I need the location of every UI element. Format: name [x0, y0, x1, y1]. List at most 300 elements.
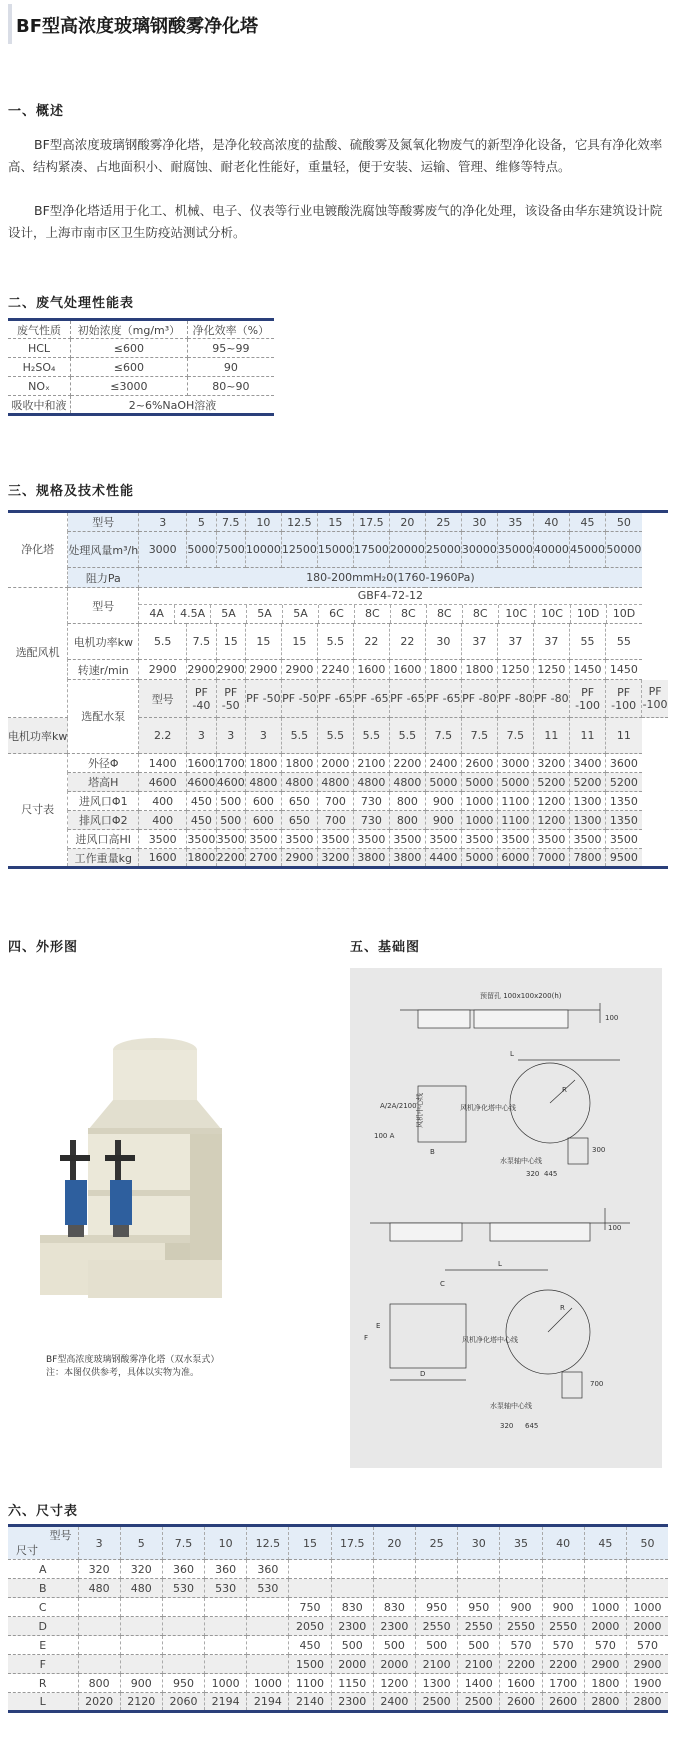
table-cell: 1100 — [497, 792, 533, 811]
fan-series: GBF4-72-12 — [139, 588, 641, 605]
table-cell: 2600 — [500, 1693, 542, 1712]
table-cell: 2200 — [389, 754, 425, 773]
table-cell: 900 — [425, 811, 461, 830]
table-cell: 2550 — [500, 1617, 542, 1636]
table-row — [8, 1617, 668, 1636]
table-cell: PF -65 — [353, 680, 389, 718]
section-foundation-heading: 五、基础图 — [350, 940, 421, 955]
table-cell: 700 — [317, 792, 353, 811]
table-cell: 2300 — [373, 1617, 415, 1636]
table-cell: ≤600 — [71, 358, 188, 377]
table-cell: 2194 — [247, 1693, 289, 1712]
table-cell: 11 — [606, 718, 642, 754]
table-cell: 90 — [187, 358, 274, 377]
table-cell: 3200 — [533, 754, 569, 773]
row-label: 进风口Φ1 — [68, 792, 139, 811]
row-label: 型号 — [68, 588, 139, 624]
table-cell: 22 — [389, 624, 425, 660]
table-cell: 15 — [216, 624, 245, 660]
table-cell: 830 — [373, 1598, 415, 1617]
table-cell — [584, 1579, 626, 1598]
header-cell: 30 — [458, 1526, 500, 1560]
table-cell: 20000 — [389, 532, 425, 568]
table-cell: 1700 — [542, 1674, 584, 1693]
table-cell: 45 — [569, 512, 605, 532]
table-cell: 3 — [139, 512, 187, 532]
photo-caption — [46, 1354, 219, 1380]
table-cell: 15 — [245, 624, 281, 660]
table-cell: 50000 — [606, 532, 642, 568]
table-cell — [120, 1598, 162, 1617]
table-cell: 2400 — [373, 1693, 415, 1712]
table-cell: 570 — [500, 1636, 542, 1655]
header-cell: 10 — [205, 1526, 247, 1560]
table-row — [8, 1579, 668, 1598]
table-cell: 8C — [463, 605, 499, 623]
table-cell — [626, 1579, 668, 1598]
header-cell: 45 — [584, 1526, 626, 1560]
table-cell: 7000 — [533, 849, 569, 868]
group-label: 尺寸表 — [8, 754, 68, 868]
row-label: 排风口Φ2 — [68, 811, 139, 830]
table-cell: 3500 — [216, 830, 245, 849]
table-cell: 2000 — [373, 1655, 415, 1674]
table-cell: 7800 — [569, 849, 605, 868]
table-cell: 2700 — [245, 849, 281, 868]
table-cell: 4400 — [425, 849, 461, 868]
fan-model-grid — [139, 605, 641, 623]
table-cell: PF -65 — [317, 680, 353, 718]
table-cell: 12.5 — [281, 512, 317, 532]
table-cell: 吸收中和液 — [8, 396, 71, 415]
table-cell: 2900 — [216, 660, 245, 680]
table-cell — [205, 1617, 247, 1636]
table-cell: 3800 — [353, 849, 389, 868]
table-cell — [78, 1617, 120, 1636]
table-cell: 1450 — [569, 660, 605, 680]
table-cell: 1800 — [281, 754, 317, 773]
table-cell: 5.5 — [317, 718, 353, 754]
table-cell: 3200 — [317, 849, 353, 868]
table-cell: 320 — [78, 1560, 120, 1579]
row-label: 转速r/min — [68, 660, 139, 680]
table-cell: 5000 — [425, 773, 461, 792]
table-cell: 400 — [139, 811, 187, 830]
table-cell — [247, 1617, 289, 1636]
table-cell: 1800 — [461, 660, 497, 680]
table-cell: 2550 — [542, 1617, 584, 1636]
table-cell: 1300 — [569, 811, 605, 830]
table-row — [8, 1693, 668, 1712]
table-cell: 530 — [162, 1579, 204, 1598]
row-label: 电机功率kw — [8, 718, 68, 754]
table-cell: 450 — [187, 792, 216, 811]
table-cell: 400 — [139, 792, 187, 811]
table-cell: 3 — [187, 718, 216, 754]
table-row — [8, 1560, 668, 1579]
table-cell: 2000 — [584, 1617, 626, 1636]
spec-row — [8, 811, 668, 830]
row-label: B — [8, 1579, 78, 1598]
table-cell: 10 — [245, 512, 281, 532]
row-label: 进风口高HI — [68, 830, 139, 849]
table-cell: 8C — [427, 605, 463, 623]
header-cell: 40 — [542, 1526, 584, 1560]
header-cell: 废气性质 — [8, 320, 71, 339]
table-cell: 5.5 — [389, 718, 425, 754]
table-cell: 2050 — [289, 1617, 331, 1636]
table-cell: ≤3000 — [71, 377, 188, 396]
spec-row — [8, 754, 668, 773]
table-cell: 3500 — [533, 830, 569, 849]
table-cell: 1200 — [533, 811, 569, 830]
table-cell: 900 — [542, 1598, 584, 1617]
table-cell: 2000 — [331, 1655, 373, 1674]
table-cell: 1000 — [247, 1674, 289, 1693]
performance-table — [8, 318, 274, 416]
row-label: F — [8, 1655, 78, 1674]
table-cell: 15 — [281, 624, 317, 660]
table-cell: 17.5 — [353, 512, 389, 532]
table-cell: 55 — [606, 624, 642, 660]
dim-300-1: 300 — [592, 1146, 606, 1154]
fan-series-row — [139, 588, 641, 623]
table-cell: 37 — [533, 624, 569, 660]
table-cell: 1600 — [187, 754, 216, 773]
table-cell: 450 — [289, 1636, 331, 1655]
table-row — [8, 1655, 668, 1674]
table-cell: 2194 — [205, 1693, 247, 1712]
row-label: 型号 — [68, 512, 139, 532]
table-cell: H₂SO₄ — [8, 358, 71, 377]
table-cell — [373, 1560, 415, 1579]
section-dimension-heading: 六、尺寸表 — [8, 1504, 79, 1519]
table-cell: 900 — [425, 792, 461, 811]
table-cell: PF -65 — [389, 680, 425, 718]
dim-L-1: L — [510, 1050, 514, 1058]
table-cell: 3000 — [139, 532, 187, 568]
table-cell: 4800 — [317, 773, 353, 792]
table-cell: 530 — [205, 1579, 247, 1598]
table-cell: 3500 — [281, 830, 317, 849]
group-label: 选配风机 — [8, 588, 68, 718]
header-cell: 25 — [416, 1526, 458, 1560]
header-cell: 35 — [500, 1526, 542, 1560]
table-cell: 5200 — [569, 773, 605, 792]
table-cell: 2900 — [245, 660, 281, 680]
dim-100-top: 100 — [605, 1014, 619, 1022]
table-cell: 1450 — [606, 660, 642, 680]
table-cell: 570 — [626, 1636, 668, 1655]
table-cell: 600 — [245, 811, 281, 830]
table-cell: 2800 — [626, 1693, 668, 1712]
table-cell: 7.5 — [425, 718, 461, 754]
table-cell — [247, 1655, 289, 1674]
pump-center-label-1: 水泵轴中心线 — [500, 1157, 542, 1165]
table-cell: 5A — [211, 605, 247, 623]
table-cell: 2240 — [317, 660, 353, 680]
table-cell: 1000 — [205, 1674, 247, 1693]
table-cell: 80~90 — [187, 377, 274, 396]
table-cell: 4600 — [187, 773, 216, 792]
header-cell: 17.5 — [331, 1526, 373, 1560]
table-cell: PF -100 — [642, 680, 668, 718]
table-cell — [289, 1579, 331, 1598]
table-cell — [162, 1598, 204, 1617]
table-cell: 2900 — [584, 1655, 626, 1674]
dim-L-2: L — [498, 1260, 502, 1268]
table-cell: 25 — [425, 512, 461, 532]
spec-table — [8, 510, 668, 869]
table-cell — [162, 1617, 204, 1636]
caption-note: 注：本图仅供参考，具体以实物为准。 — [46, 1368, 200, 1378]
table-cell: 7.5 — [461, 718, 497, 754]
table-cell: 1000 — [461, 792, 497, 811]
table-cell: 900 — [120, 1674, 162, 1693]
table-cell: 5000 — [461, 773, 497, 792]
header-cell: 3 — [78, 1526, 120, 1560]
table-cell: 2000 — [626, 1617, 668, 1636]
table-cell — [542, 1579, 584, 1598]
table-cell: 3800 — [389, 849, 425, 868]
table-cell: 500 — [331, 1636, 373, 1655]
row-label: 塔高H — [68, 773, 139, 792]
table-cell: 20 — [389, 512, 425, 532]
table-cell: 4A — [139, 605, 175, 623]
row-label: 型号 — [139, 680, 187, 718]
table-cell: 2020 — [78, 1693, 120, 1712]
table-cell — [162, 1655, 204, 1674]
table-cell: 35000 — [497, 532, 533, 568]
table-cell: 2100 — [353, 754, 389, 773]
table-cell: 500 — [216, 811, 245, 830]
table-cell — [162, 1636, 204, 1655]
table-cell: 1350 — [606, 792, 642, 811]
table-cell: 2550 — [458, 1617, 500, 1636]
row-label: 工作重量kg — [68, 849, 139, 868]
table-cell — [458, 1560, 500, 1579]
table-cell: 360 — [205, 1560, 247, 1579]
table-cell: 1100 — [289, 1674, 331, 1693]
table-cell — [247, 1636, 289, 1655]
table-cell: 11 — [533, 718, 569, 754]
table-cell: 30000 — [461, 532, 497, 568]
table-cell — [205, 1655, 247, 1674]
group-label: 净化塔 — [8, 512, 68, 588]
table-cell: 4600 — [216, 773, 245, 792]
table-cell: ≤600 — [71, 339, 188, 358]
table-cell: 10C — [535, 605, 571, 623]
dim-100A: 100 A — [374, 1132, 395, 1140]
table-cell: 950 — [458, 1598, 500, 1617]
header-cell: 净化效率（%） — [187, 320, 274, 339]
table-cell: 2900 — [626, 1655, 668, 1674]
table-cell: 1400 — [139, 754, 187, 773]
table-row — [8, 1636, 668, 1655]
row-label: 电机功率kw — [68, 624, 139, 660]
dim-700: 700 — [590, 1380, 604, 1388]
table-cell: 37 — [497, 624, 533, 660]
table-cell: 600 — [245, 792, 281, 811]
table-cell: 3 — [216, 718, 245, 754]
table-cell: 2200 — [542, 1655, 584, 1674]
header-cell: 初始浓度（mg/m³） — [71, 320, 188, 339]
row-label: 阻力Pa — [68, 568, 139, 588]
table-cell: PF -50 — [245, 680, 281, 718]
table-cell: 1000 — [626, 1598, 668, 1617]
spec-row — [8, 568, 668, 588]
table-cell: 1700 — [216, 754, 245, 773]
table-cell: 3500 — [569, 830, 605, 849]
table-cell: 5000 — [461, 849, 497, 868]
table-cell: 480 — [120, 1579, 162, 1598]
table-cell: 7500 — [216, 532, 245, 568]
table-cell — [458, 1579, 500, 1598]
table-cell: 570 — [542, 1636, 584, 1655]
header-cell: 20 — [373, 1526, 415, 1560]
section-overview-heading: 一、概述 — [8, 104, 65, 119]
table-cell: 45000 — [569, 532, 605, 568]
table-cell: 3500 — [389, 830, 425, 849]
tower-photo — [30, 1030, 240, 1330]
table-cell: 2600 — [461, 754, 497, 773]
corner-bottom: 尺寸 — [16, 1544, 38, 1557]
table-cell — [542, 1560, 584, 1579]
table-cell: 2500 — [416, 1693, 458, 1712]
fan-vertical-label: 风机中心线 — [416, 1093, 424, 1128]
table-cell: 25000 — [425, 532, 461, 568]
table-cell — [626, 1560, 668, 1579]
table-cell: 1600 — [353, 660, 389, 680]
table-cell: 1600 — [139, 849, 187, 868]
table-cell: 5A — [247, 605, 283, 623]
table-cell: 3500 — [353, 830, 389, 849]
table-cell: 5.5 — [139, 624, 187, 660]
table-cell: 5A — [283, 605, 319, 623]
table-cell: 10D — [612, 607, 636, 620]
table-cell: NOₓ — [8, 377, 71, 396]
dim-100-mid: 100 — [608, 1224, 622, 1232]
table-cell: 1250 — [533, 660, 569, 680]
table-cell: 3500 — [187, 830, 216, 849]
corner-cell — [8, 1526, 78, 1560]
table-cell: 830 — [331, 1598, 373, 1617]
dim-R-1: R — [562, 1086, 567, 1094]
table-cell: 3500 — [497, 830, 533, 849]
table-cell — [331, 1579, 373, 1598]
table-cell: 2500 — [458, 1693, 500, 1712]
table-cell: 5 — [187, 512, 216, 532]
table-cell: 50 — [606, 512, 642, 532]
table-cell: 1100 — [497, 811, 533, 830]
table-cell: 360 — [162, 1560, 204, 1579]
table-cell: 4600 — [139, 773, 187, 792]
header-cell: 7.5 — [162, 1526, 204, 1560]
table-cell: PF -100 — [569, 680, 605, 718]
table-cell: 2200 — [500, 1655, 542, 1674]
table-cell: 4800 — [353, 773, 389, 792]
table-cell: 1000 — [461, 811, 497, 830]
table-cell: 55 — [569, 624, 605, 660]
table-cell: 11 — [569, 718, 605, 754]
table-cell: 1150 — [331, 1674, 373, 1693]
table-cell: PF -80 — [461, 680, 497, 718]
table-cell: 5.5 — [281, 718, 317, 754]
table-cell: 750 — [289, 1598, 331, 1617]
table-cell: 1500 — [289, 1655, 331, 1674]
table-cell: 3500 — [606, 830, 642, 849]
table-row — [8, 1674, 668, 1693]
spec-row — [8, 512, 668, 532]
table-cell: 1800 — [245, 754, 281, 773]
table-cell: 1250 — [497, 660, 533, 680]
table-cell: 1300 — [569, 792, 605, 811]
table-cell: 1400 — [458, 1674, 500, 1693]
table-cell — [205, 1636, 247, 1655]
table-cell: 3500 — [139, 830, 187, 849]
header-cell: 50 — [626, 1526, 668, 1560]
hole-label: 预留孔 100x100x200(h) — [480, 992, 562, 1000]
table-cell: 35 — [497, 512, 533, 532]
table-cell: 650 — [281, 792, 317, 811]
foundation-drawing — [350, 968, 662, 1468]
table-cell: 8C — [391, 605, 427, 623]
table-cell: 2300 — [331, 1693, 373, 1712]
table-cell: 1900 — [626, 1674, 668, 1693]
table-cell: 950 — [416, 1598, 458, 1617]
table-cell: 2550 — [416, 1617, 458, 1636]
table-cell: 2.2 — [139, 718, 187, 754]
table-cell: 3400 — [569, 754, 605, 773]
dim-R-2: R — [560, 1304, 565, 1312]
dim-645: 645 — [525, 1422, 539, 1430]
table-cell — [120, 1617, 162, 1636]
dim-320-2: 320 — [500, 1422, 514, 1430]
table-cell: 3000 — [497, 754, 533, 773]
table-cell: 15000 — [317, 532, 353, 568]
table-cell: 8C — [355, 605, 391, 623]
row-label: L — [8, 1693, 78, 1712]
spec-row — [8, 792, 668, 811]
spec-row — [8, 588, 668, 624]
table-cell: 2900 — [187, 660, 216, 680]
table-cell: 800 — [389, 811, 425, 830]
table-cell: 5.5 — [353, 718, 389, 754]
table-cell — [139, 588, 642, 624]
section-appearance-heading: 四、外形图 — [8, 940, 79, 955]
table-cell: 2900 — [281, 849, 317, 868]
spec-row — [8, 680, 668, 718]
table-cell: 1200 — [373, 1674, 415, 1693]
table-cell: 7.5 — [216, 512, 245, 532]
row-label: A — [8, 1560, 78, 1579]
table-cell: 5000 — [497, 773, 533, 792]
table-cell: 17500 — [353, 532, 389, 568]
row-label: C — [8, 1598, 78, 1617]
table-cell: 10C — [499, 605, 535, 623]
table-row — [8, 1598, 668, 1617]
table-cell — [331, 1560, 373, 1579]
table-cell: 40000 — [533, 532, 569, 568]
table-cell: 1200 — [533, 792, 569, 811]
dim-D: D — [420, 1370, 426, 1378]
page-title: BF型高浓度玻璃钢酸雾净化塔 — [16, 16, 259, 37]
spec-row — [8, 773, 668, 792]
table-cell: 800 — [389, 792, 425, 811]
table-cell: 1300 — [416, 1674, 458, 1693]
table-cell — [78, 1655, 120, 1674]
header-cell: 12.5 — [247, 1526, 289, 1560]
